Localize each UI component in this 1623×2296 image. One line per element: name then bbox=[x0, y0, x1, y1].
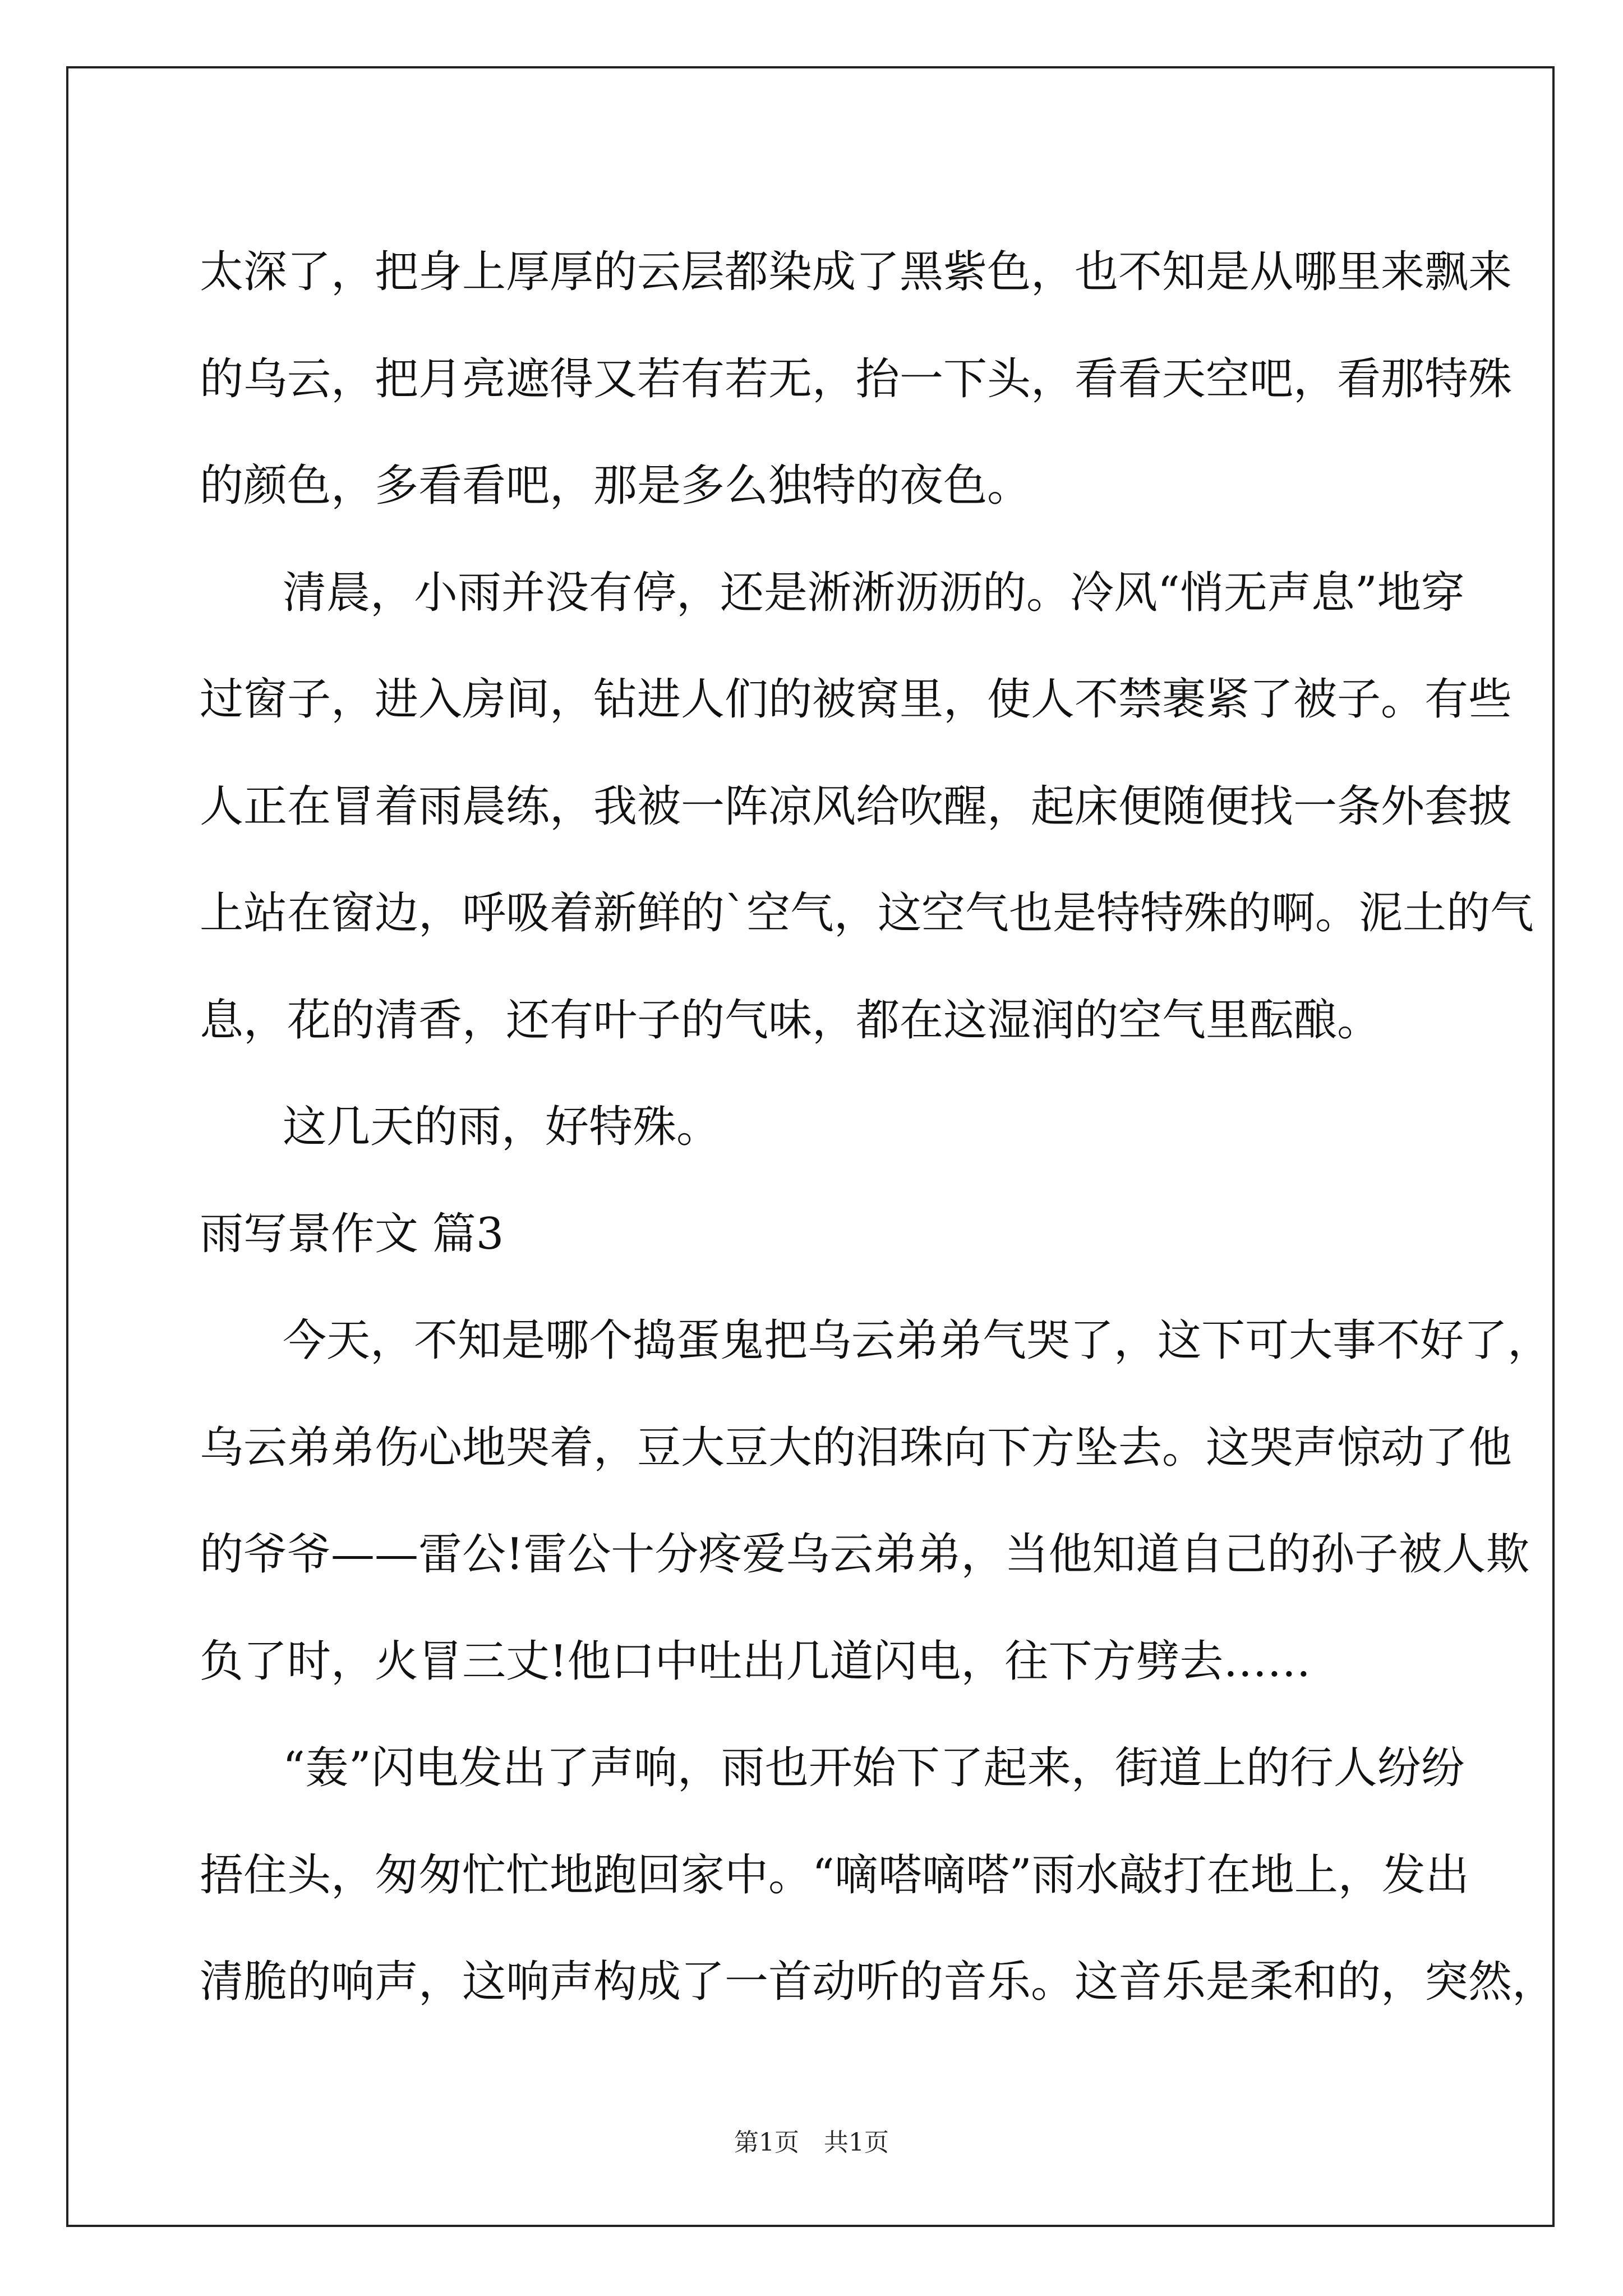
text-line-9: 这几天的雨，好特殊。 bbox=[283, 1102, 721, 1152]
text-line-17: 清脆的响声，这响声构成了一首动听的音乐。这音乐是柔和的，突然， bbox=[200, 1957, 1556, 2007]
text-line-16: 捂住头，匆匆忙忙地跑回家中。“嘀嗒嘀嗒”雨水敲打在地上，发出 bbox=[200, 1849, 1469, 1901]
text-line-13: 的爷爷——雷公!雷公十分疼爱乌云弟弟，当他知道自己的孙子被人欺 bbox=[200, 1529, 1530, 1580]
text-line-8: 息，花的清香，还有叶子的气味，都在这湿润的空气里酝酿。 bbox=[200, 995, 1381, 1046]
text-line-12: 乌云弟弟伤心地哭着，豆大豆大的泪珠向下方坠去。这哭声惊动了他 bbox=[200, 1422, 1513, 1473]
text-line-4: 清晨，小雨并没有停，还是淅淅沥沥的。冷风“悄无声息”地穿 bbox=[283, 567, 1465, 618]
text-line-3: 的颜色，多看看吧，那是多么独特的夜色。 bbox=[200, 461, 1031, 511]
page-footer: 第1页 共1页 bbox=[734, 2128, 889, 2157]
text-line-11: 今天，不知是哪个捣蛋鬼把乌云弟弟气哭了，这下可大事不好了， bbox=[283, 1315, 1552, 1366]
text-line-7: 上站在窗边，呼吸着新鲜的`空气，这空气也是特特殊的啊。泥土的气 bbox=[200, 888, 1534, 938]
document-body bbox=[200, 219, 1556, 2036]
section-heading: 雨写景作文 篇3 bbox=[200, 1208, 504, 1259]
text-line-6: 人正在冒着雨晨练，我被一阵凉风给吹醒，起床便随便找一条外套披 bbox=[200, 781, 1513, 832]
text-line-2: 的乌云，把月亮遮得又若有若无，抬一下头，看看天空吧，看那特殊 bbox=[200, 353, 1513, 404]
text-line-14: 负了时，火冒三丈!他口中吐出几道闪电，往下方劈去…… bbox=[200, 1636, 1311, 1687]
text-line-15: “轰”闪电发出了声响，雨也开始下了起来，街道上的行人纷纷 bbox=[283, 1743, 1465, 1793]
text-line-5: 过窗子，进入房间，钻进人们的被窝里，使人不禁裹紧了被子。有些 bbox=[200, 674, 1513, 725]
text-line-1: 太深了，把身上厚厚的云层都染成了黑紫色，也不知是从哪里来飘来 bbox=[200, 247, 1513, 297]
